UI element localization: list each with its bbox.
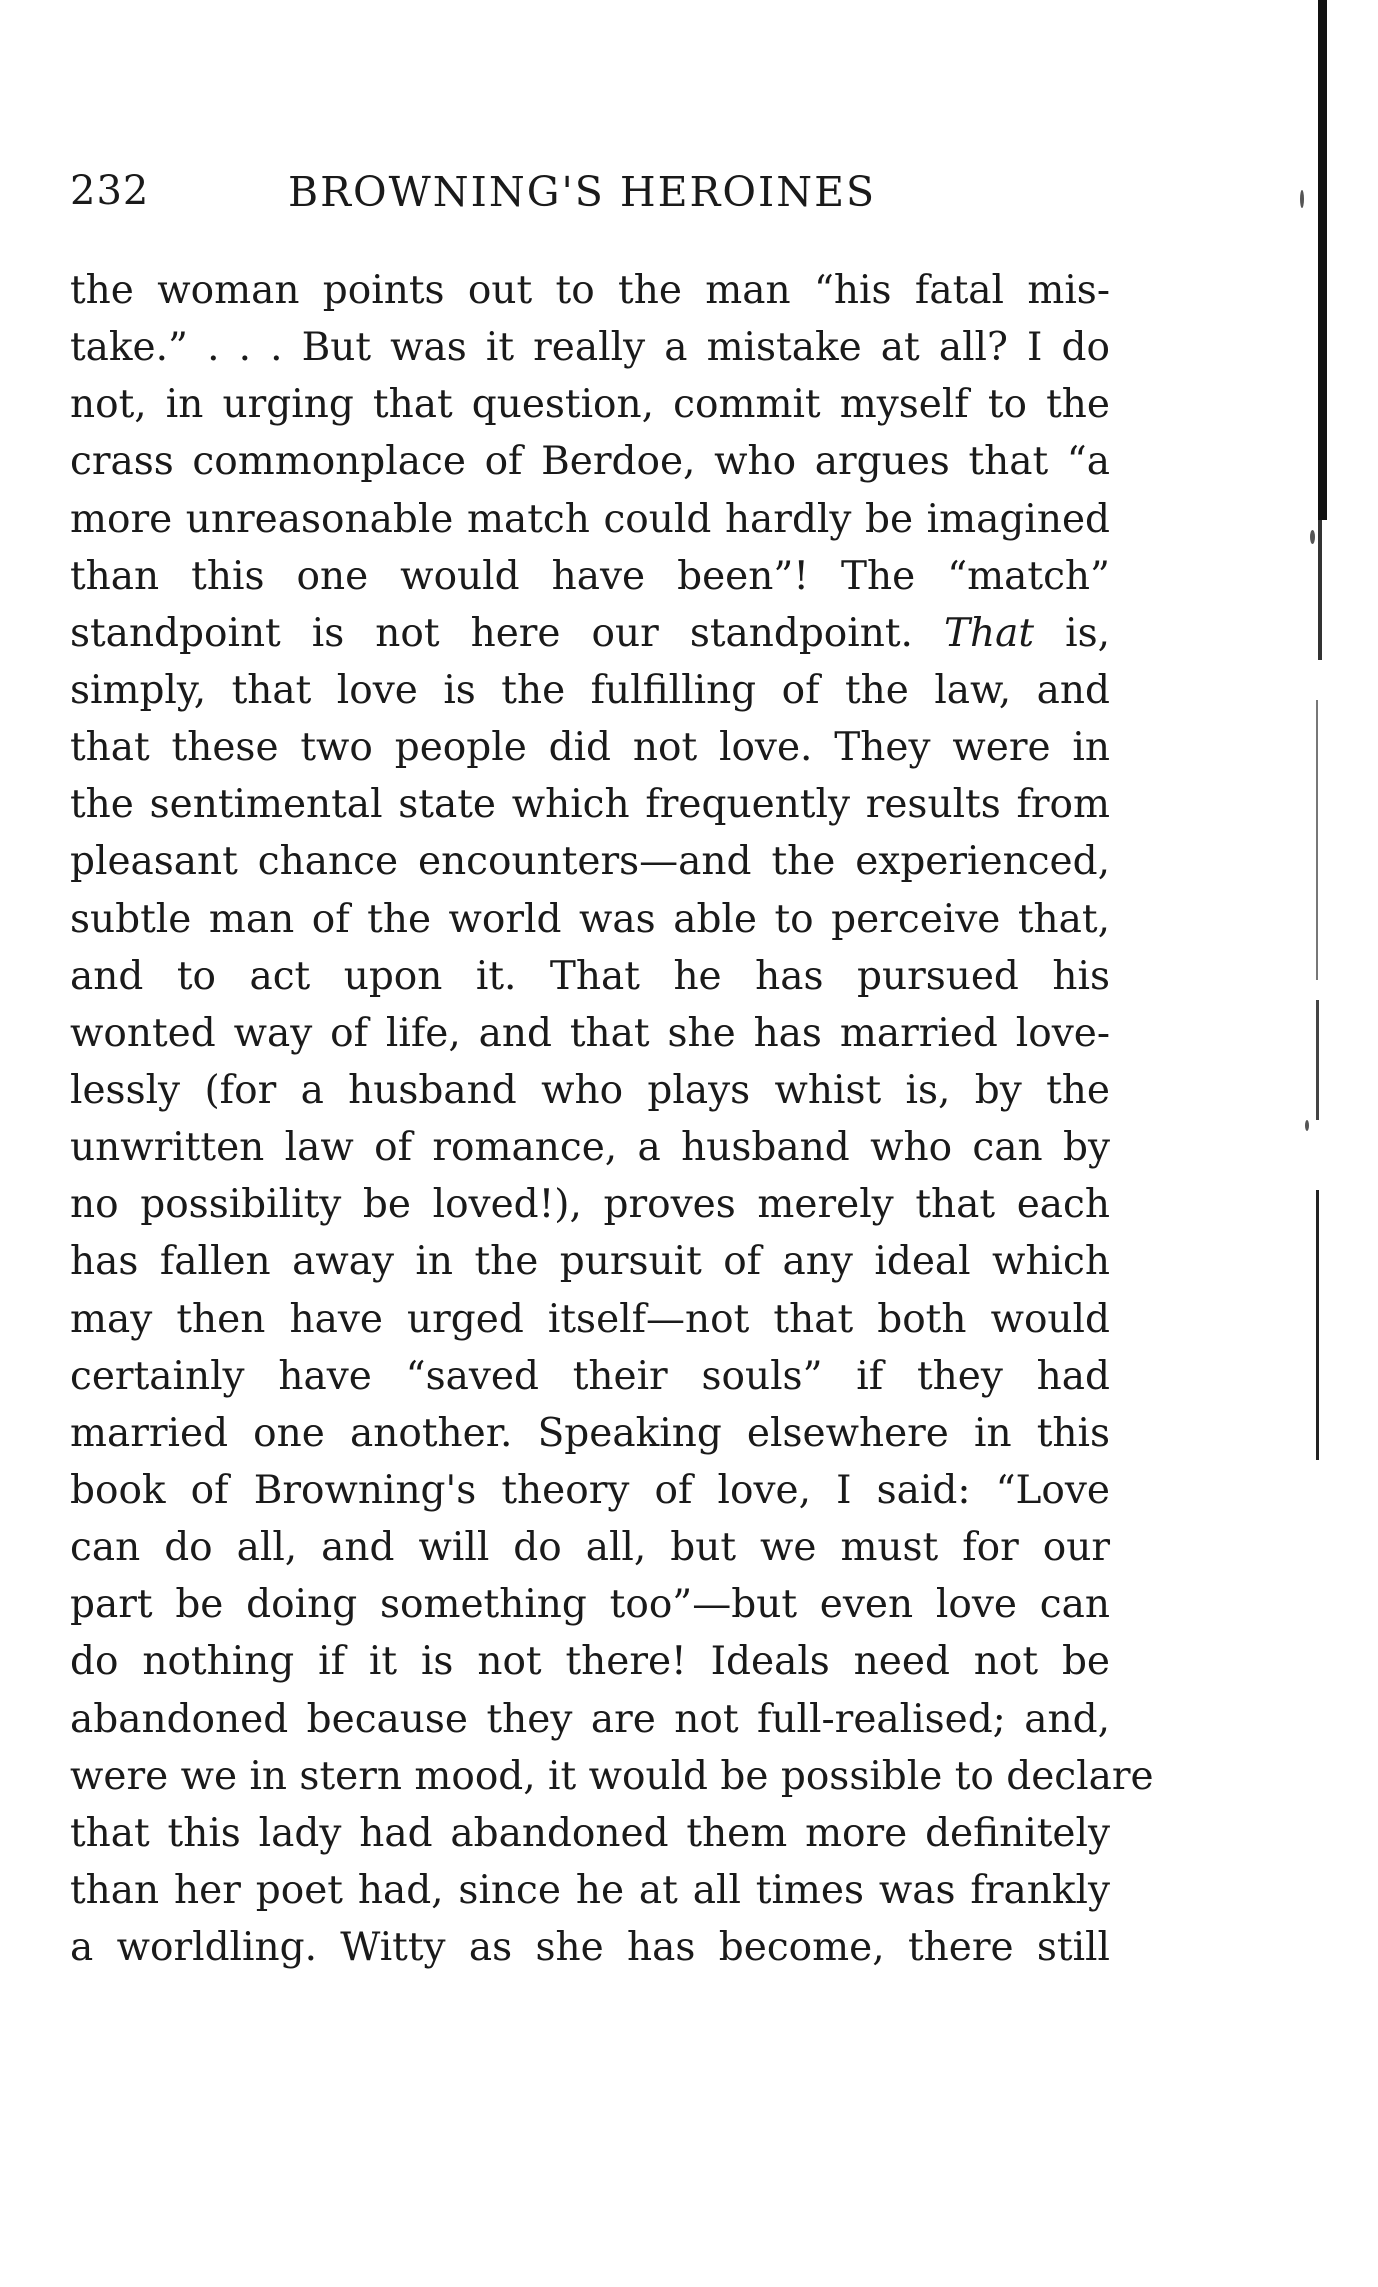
scan-speck: [1310, 530, 1315, 544]
text-line-end: is,: [1065, 610, 1110, 656]
text-line: and to act upon it. That he has pursued his: [70, 953, 1110, 999]
text-line: has fallen away in the pursuit of any ideal which: [70, 1239, 1110, 1285]
gutter-shadow: [1316, 700, 1318, 980]
text-line: more unreasonable match could hardly be imagined: [70, 496, 1110, 542]
text-line: than her poet had, since he at all times was frankly: [70, 1867, 1110, 1913]
text-line: certainly have “saved their souls” if they had: [70, 1353, 1110, 1399]
text-line: wonted way of life, and that she has married love-: [70, 1010, 1110, 1056]
text-line: that these two people did not love. They were in: [70, 725, 1110, 771]
gutter-shadow: [1318, 0, 1327, 520]
text-line: not, in urging that question, commit myself to the: [70, 382, 1110, 428]
text-line: [70, 605, 1110, 662]
running-title: BROWNING'S HEROINES: [288, 168, 877, 216]
text-line: the woman points out to the man “his fatal mis-: [70, 268, 1110, 313]
text-line: married one another. Speaking elsewhere in this: [70, 1410, 1110, 1456]
text-line: simply, that love is the fulfilling of the law, and: [70, 667, 1110, 713]
running-head: [70, 168, 1110, 228]
text-line: may then have urged itself—not that both would: [70, 1296, 1110, 1342]
scan-speck: [1300, 190, 1304, 208]
text-line-start: standpoint is not here our standpoint.: [70, 610, 913, 656]
text-line: a worldling. Witty as she has become, there still: [70, 1925, 1110, 1971]
text-line: book of Browning's theory of love, I said: “Love: [70, 1467, 1110, 1513]
text-line: do nothing if it is not there! Ideals need not be: [70, 1639, 1110, 1685]
text-line: that this lady had abandoned them more definitely: [70, 1810, 1110, 1856]
text-line: part be doing something too”—but even love can: [70, 1582, 1110, 1628]
text-line: crass commonplace of Berdoe, who argues that “a: [70, 439, 1110, 485]
text-line: abandoned because they are not full-realised; and,: [70, 1696, 1110, 1742]
page-number: 232: [70, 168, 150, 214]
italic-word: That: [944, 610, 1035, 656]
text-line: than this one would have been”! The “match”: [70, 553, 1110, 599]
text-line: can do all, and will do all, but we must for our: [70, 1525, 1110, 1571]
text-line: unwritten law of romance, a husband who can by: [70, 1125, 1110, 1171]
text-line: lessly (for a husband who plays whist is, by the: [70, 1067, 1110, 1113]
body-text: [70, 262, 1154, 1976]
text-line: subtle man of the world was able to perceive that,: [70, 896, 1110, 942]
gutter-shadow: [1316, 1190, 1319, 1460]
text-line: no possibility be loved!), proves merely that each: [70, 1182, 1110, 1228]
text-line: were we in stern mood, it would be possible to declare: [70, 1753, 1154, 1799]
scan-speck: [1305, 1120, 1309, 1131]
text-line: pleasant chance encounters—and the experienced,: [70, 839, 1110, 885]
text-line: the sentimental state which frequently results from: [70, 782, 1110, 828]
gutter-shadow: [1316, 1000, 1319, 1120]
gutter-shadow: [1318, 520, 1322, 660]
text-line: take.” . . . But was it really a mistake at all? I do: [70, 325, 1110, 371]
